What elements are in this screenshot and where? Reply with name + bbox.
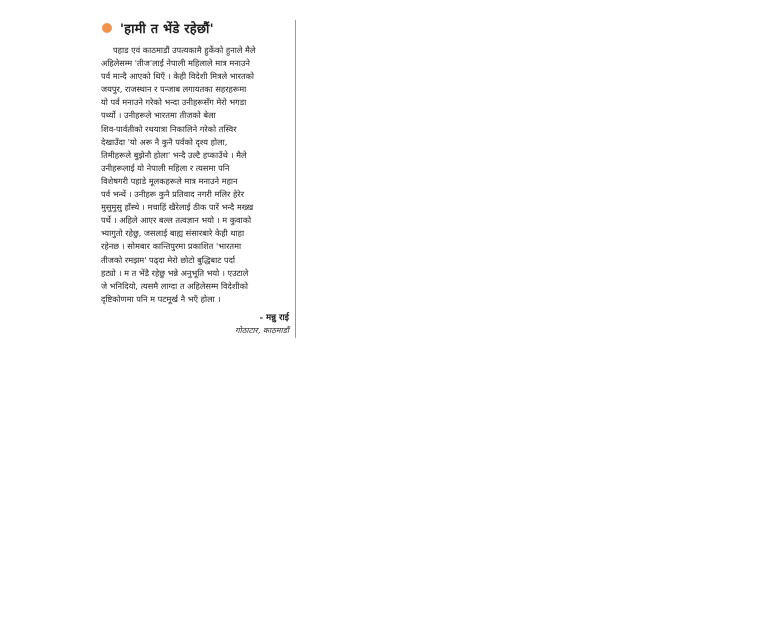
- orange-bullet-icon: [102, 23, 112, 33]
- letter-body: [101, 44, 294, 306]
- body-line: विशेषगरी पहाडे मूलकहरूले मात्र मनाउने महान: [101, 175, 238, 186]
- body-line: दृष्टिकोणमा पनि म पटमूर्ख नै भएँ होला ।: [101, 293, 221, 304]
- column-rule: [295, 20, 296, 338]
- body-line: अहिलेसम्म 'तीज'लाई नेपाली महिलाले मात्र मनाउने: [101, 58, 250, 69]
- letter-title: 'हामी त भेंडे रहेछौं': [120, 22, 214, 37]
- body-line: जयपुर, राजस्थान र पन्जाब लगायतका सहरहरूमा: [101, 84, 247, 95]
- body-line: पर्थे । अहिले आएर बल्ल तत्वज्ञान भयो । म कुवाको: [101, 215, 252, 226]
- body-line: रहेनछ । सोमबार कान्तिपुरमा प्रकाशित 'भारतमा: [101, 241, 242, 252]
- body-line: तीजको रमझम' पढ्दा मेरो छोटो बुद्धिबाट पर्दा: [101, 254, 236, 265]
- author-location: गोठाटार, काठमाडौं: [235, 326, 289, 335]
- body-line: भ्यागुतो रहेछु, जसलाई बाह्य संसारबारे केही थाहा: [101, 228, 245, 239]
- body-line: तिमीहरूले बुझेनौ होला' भन्दै उल्टै हप्काउँथे । मैले: [101, 149, 247, 160]
- body-line: मुसुमुसु हाँस्थे । मचाहिं खैरेलाई ठीक पारें भन्दै मख्ख: [101, 202, 254, 213]
- author-signature: - मन्नु राई: [259, 313, 289, 323]
- body-line: पर्थ्यो । उनीहरूले भारतमा तीजको बेला: [101, 110, 216, 121]
- body-line: पहाड एवं काठमाडौं उपत्यकामै हुर्केको हुनाले मैले: [113, 45, 256, 55]
- letter-header: [102, 19, 214, 37]
- body-line: यो पर्व मनाउने गरेको भन्दा उनीहरूसँग मेरो भगडा: [101, 97, 247, 108]
- body-line: हट्यो । म त भेंडै रहेछु भन्ने अनुभूति भयो । एउटाले: [101, 267, 249, 278]
- body-line: पर्व मान्दै आएको थिएँ । केही विदेशी मित्रले भारतको: [101, 71, 255, 82]
- body-line: उनीहरूलाई यो नेपाली महिला र त्यसमा पनि: [101, 162, 230, 173]
- body-line: शिव-पार्वतीको रथयात्रा निकालिने गरेको तस्विर: [101, 123, 237, 134]
- body-line: जे भनिदियो, त्यसमै लाग्दा त अहिलेसम्म विदेशीको: [101, 280, 248, 291]
- body-line: देखाउँदा 'यो अरू नै कुनै पर्वको दृश्य होला,: [101, 136, 228, 147]
- body-line: पर्व भन्थें । उनीहरू कुनै प्रतिवाद नगरी मलिर हेरेर: [101, 189, 245, 200]
